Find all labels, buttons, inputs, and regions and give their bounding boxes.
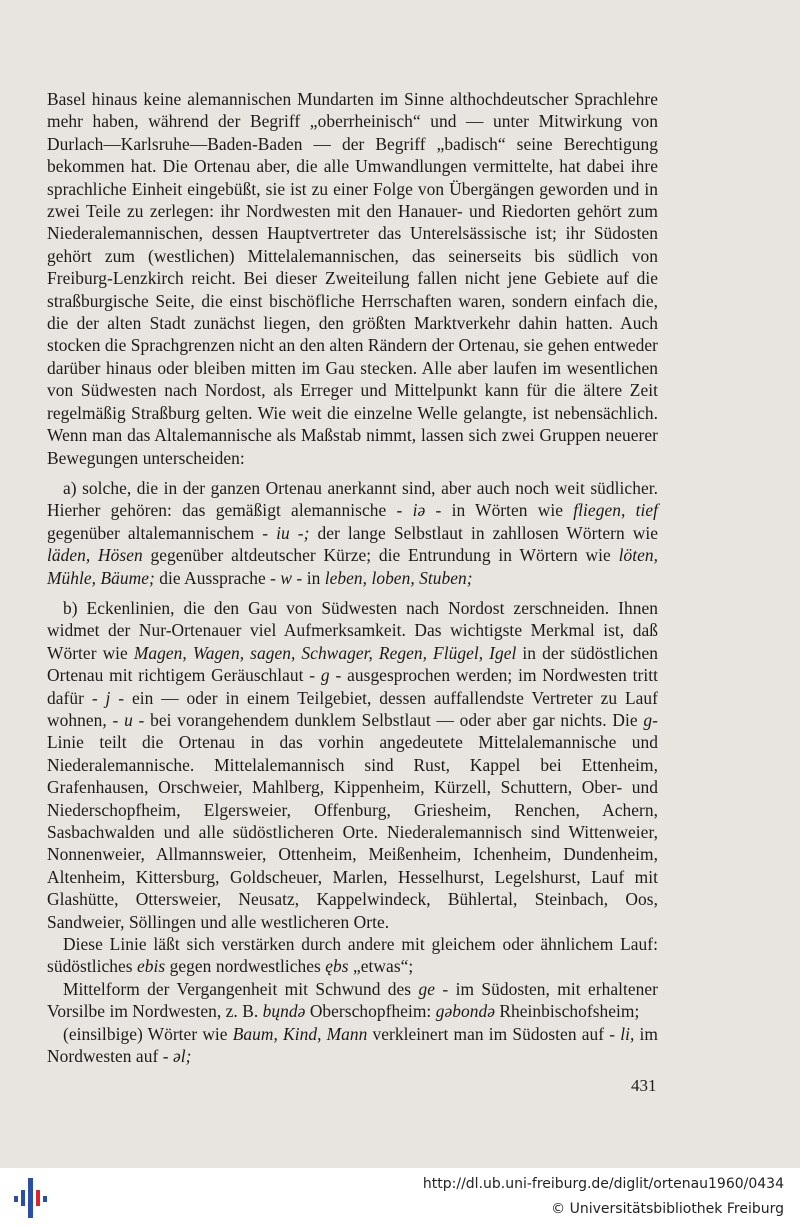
viewer-footer: [0, 1168, 800, 1226]
text: ausgesprochen werden; im Nordwesten tritt dafür: [47, 665, 658, 708]
dialect-form: ębs: [325, 956, 349, 977]
example-words: Baum, Kind, Mann: [232, 1023, 368, 1044]
dialect-form: gəbondə: [435, 1001, 495, 1022]
text: gegenüber altalemannischem: [47, 522, 255, 543]
text: ein — oder in einem Teilgebiet, dessen auffallendste Vertreter zu Lauf wohnen,: [47, 687, 658, 730]
dialect-form: g: [643, 709, 653, 730]
example-words: Magen, Wagen, sagen, Schwager, Regen, Flügel, Igel: [133, 642, 517, 663]
text: Oberschopfheim:: [309, 1001, 432, 1022]
example-words: leben, loben, Stuben;: [324, 567, 473, 588]
dialect-form: - iə -: [396, 500, 442, 521]
dialect-form: bųndə: [262, 1001, 306, 1022]
dialect-form: - li,: [609, 1023, 635, 1044]
university-library-logo-icon: [12, 1174, 52, 1220]
text: (einsilbige) Wörter wie: [63, 1023, 228, 1044]
dialect-form: - iu -;: [262, 522, 310, 543]
text: in Wörten wie: [451, 500, 564, 521]
body-text: [47, 88, 658, 1067]
page-number: 431: [631, 1076, 657, 1095]
text: im Südosten, mit erhaltener Vorsilbe im Nordwesten, z. B.: [47, 978, 659, 1022]
text: bei vorangehendem dunklem Selbstlaut — oder aber gar nichts. Die: [150, 709, 638, 730]
paragraph-e: [47, 1023, 658, 1068]
permalink-url[interactable]: http://dl.ub.uni-freiburg.de/diglit/ortenau1960/0434: [422, 1176, 784, 1192]
text: verkleinert man im Südosten auf: [372, 1023, 605, 1044]
dialect-form: ge -: [418, 978, 449, 999]
text: gegenüber altdeutscher Kürze; die Entrundung in Wörtern wie: [150, 545, 611, 566]
text: der lange Selbstlaut in zahllosen Wörtern wie: [317, 522, 658, 543]
text: gegen nordwestliches: [169, 956, 321, 977]
text: in der südöstlichen Ortenau mit richtigem Geräuschlaut: [47, 642, 658, 686]
text: „etwas“;: [353, 956, 414, 977]
text: b) Eckenlinien, die den Gau von Südwesten nach Nordost zerschneiden. Ihnen widmet der Nur-Ortenauer viel Aufmerksamkeit. Das wichtigste Merkmal ist, daß Wörter wie: [47, 597, 658, 663]
paragraph-d: [47, 978, 658, 1023]
dialect-form: - g -: [309, 665, 342, 686]
text: die Aussprache: [159, 567, 266, 588]
text: a) solche, die in der ganzen Ortenau anerkannt sind, aber auch noch weit südlicher. Hierher gehören: das gemäßigt alemannische: [47, 477, 658, 521]
paragraph-c: [47, 933, 658, 978]
text: Rheinbischofsheim;: [499, 1001, 640, 1022]
paragraph-a: [47, 477, 658, 589]
example-words: löten, Mühle, Bäume;: [47, 545, 658, 588]
example-words: läden, Hösen: [47, 545, 143, 566]
text: im Nordwesten auf: [47, 1023, 659, 1067]
dialect-form: - j -: [91, 687, 125, 708]
dialect-form: ebis: [137, 956, 166, 977]
paragraph-intro: Basel hinaus keine alemannischen Mundarten im Sinne althochdeutscher Sprachlehre mehr haben, während der Begriff „oberrheinisch“ und — unter Mitwirkung von Durlach—Karlsruhe—Baden-Baden — der Begriff „badisch“ seine Berechtigung bekommen hat. Die Ortenau aber, die alle Umwandlungen vermittelte, hat dabei ihre sprachliche Einheit eingebüßt, sie ist zu einer Folge von Übergängen geworden und in zwei Teile zu zerlegen: ihr Nordwesten mit den Hanauer- und Riedorten gehört zum Niederalemannischen, dessen Hauptvertreter das Unterelsässische ist; ihr Südosten gehört zum (westlichen) Mittelalemannischen, das seinerseits bis südlich von Freiburg-Lenzkirch reicht. Bei dieser Zweiteilung fallen nicht jene Gebiete auf die straßburgische Seite, die einst bischöfliche Herrschaften waren, sondern einfach die, die der alten Stadt zunächst liegen, den größten Marktverkehr dahin hatten. Auch stocken die Sprachgrenzen nicht an den alten Rändern der Ortenau, sie gehen entweder darüber hinaus oder bleiben mitten im Gau stecken. Alle aber laufen im wesentlichen von Südwesten nach Nordost, als Erreger und Mittelpunkt kann für die ältere Zeit regelmäßig Straßburg gelten. Wie weit die einzelne Welle gelangte, ist nebensächlich. Wenn man das Altalemannische als Maßstab nimmt, lassen sich zwei Gruppen neuerer Bewegungen unterscheiden:: [47, 89, 658, 468]
text: Mittelform der Vergangenheit mit Schwund des: [63, 978, 412, 999]
text: in: [306, 567, 321, 588]
example-words: fliegen, tief: [573, 500, 658, 521]
paragraph-b: [47, 597, 658, 933]
dialect-form: - əl;: [162, 1046, 192, 1067]
text: Diese Linie läßt sich verstärken durch andere mit gleichem oder ähnlichem Lauf: südöstliches: [47, 934, 658, 977]
dialect-form: - w -: [270, 567, 303, 588]
text: -Linie teilt die Ortenau in das vorhin angedeutete Mittelalemannische und Niederalemannische. Mittelalemannisch sind Rust, Kappel bei Ettenheim, Grafenhausen, Orschweier, Mahlberg, Kippenheim, Kürzell, Schuttern, Ober- und Niederschopfheim, Elgersweier, Offenburg, Griesheim, Renchen, Achern, Sasbachwalden und alle südöstlicheren Orte. Niederalemannisch sind Wittenweier, Nonnenweier, Allmannsweier, Ottenheim, Meißenheim, Ichenheim, Dundenheim, Altenheim, Kittersburg, Goldscheuer, Marlen, Hesselhurst, Legelshurst, Lauf mit Glashütte, Ottersweier, Neusatz, Kappelwindeck, Bühlertal, Steinbach, Oos, Sandweier, Söllingen und alle westlicheren Orte.: [47, 709, 658, 932]
copyright-notice: © Universitätsbibliothek Freiburg: [551, 1201, 784, 1217]
dialect-form: - u -: [112, 709, 145, 730]
